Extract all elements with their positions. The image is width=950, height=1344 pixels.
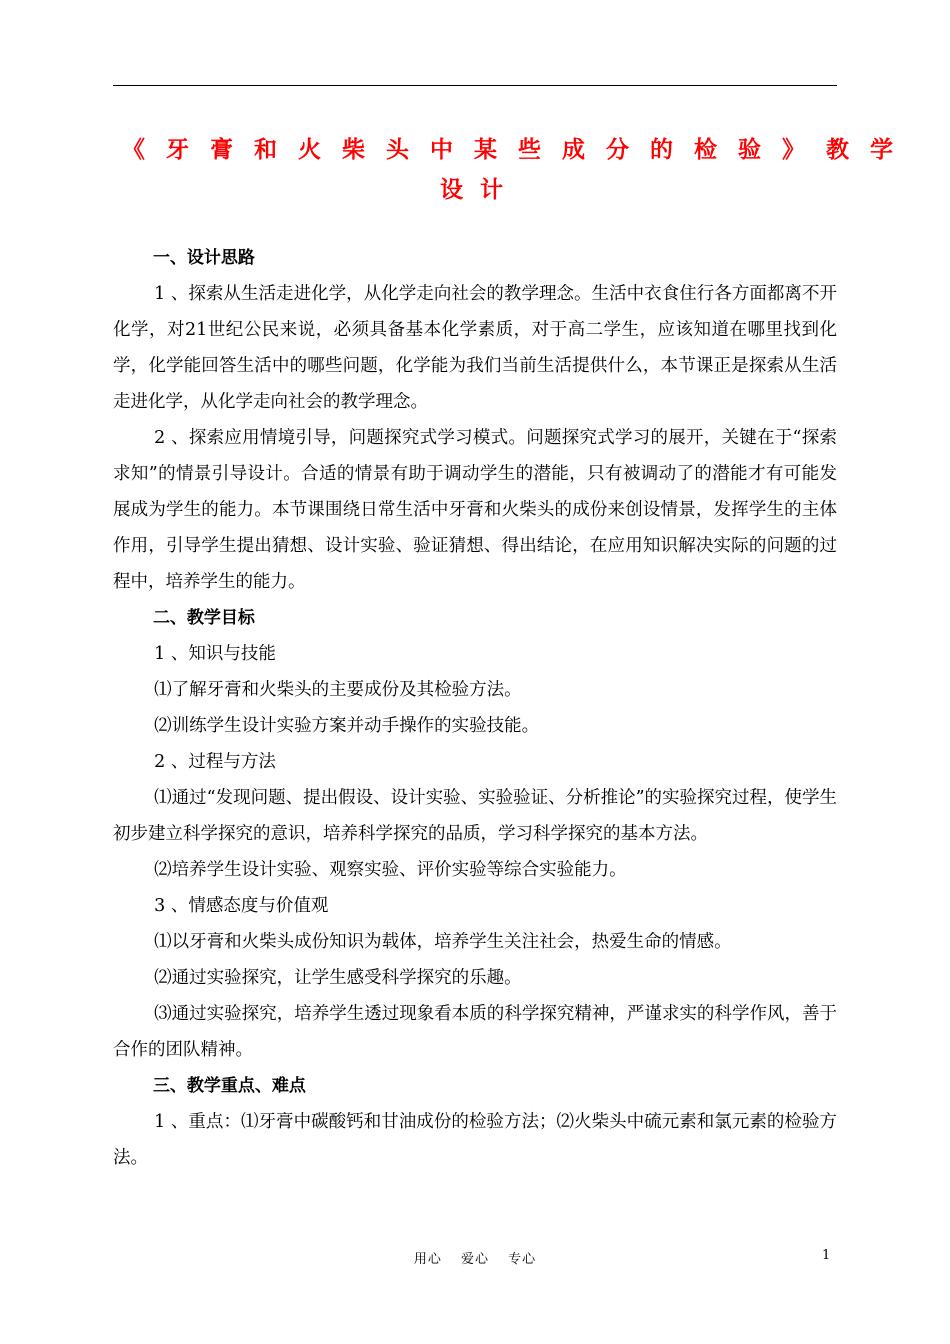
paragraph: 1 、重点：⑴牙膏中碳酸钙和甘油成份的检验方法；⑵火柴头中硫元素和氯元素的检验方法。: [113, 1112, 837, 1168]
document-body: [113, 240, 837, 1176]
list-item: ⑴以牙膏和火柴头成份知识为载体，培养学生关注社会，热爱生命的情感。: [154, 932, 732, 952]
paragraph: 2 、探索应用情境引导，问题探究式学习模式。问题探究式学习的展开，关键在于“探索求知”的情景引导设计。合适的情景有助于调动学生的潜能，只有被调动了的潜能才有可能发展成为学生的能力。本节课围绕日常生活中牙膏和火柴头的成份来创设情景，发挥学生的主体作用，引导学生提出猜想、设计实验、验证猜想、得出结论，在应用知识解决实际的问题的过程中，培养学生的能力。: [113, 428, 837, 592]
section-heading: 二、教学目标: [152, 608, 255, 628]
header-rule: [113, 85, 837, 86]
footer-motto: 用心 爱心 专心: [413, 1252, 537, 1267]
section-heading: 三、教学重点、难点: [152, 1076, 306, 1096]
title-line-1: 《牙膏和火柴头中某些成分的检验》教学: [122, 137, 914, 163]
list-item: ⑴了解牙膏和火柴头的主要成份及其检验方法。: [154, 680, 522, 700]
subheading: 1 、知识与技能: [154, 644, 276, 664]
paragraph: 1 、探索从生活走进化学，从化学走向社会的教学理念。生活中衣食住行各方面都离不开化学，对21世纪公民来说，必须具备基本化学素质，对于高二学生，应该知道在哪里找到化学，化学能回答生活中的哪些问题，化学能为我们当前生活提供什么，本节课正是探索从生活走进化学，从化学走向社会的教学理念。: [113, 284, 837, 412]
list-item: ⑴通过“发现问题、提出假设、设计实验、实验验证、分析推论”的实验探究过程，使学生初步建立科学探究的意识，培养科学探究的品质，学习科学探究的基本方法。: [113, 788, 838, 844]
list-item: ⑵通过实验探究，让学生感受科学探究的乐趣。: [154, 968, 522, 988]
title-line-2: 设计: [440, 177, 520, 203]
subheading: 2 、过程与方法: [154, 752, 276, 772]
list-item: ⑵训练学生设计实验方案并动手操作的实验技能。: [154, 716, 540, 736]
list-item: ⑵培养学生设计实验、观察实验、评价实验等综合实验能力。: [154, 860, 627, 880]
document-title: [113, 130, 914, 210]
section-heading: 一、设计思路: [152, 248, 255, 268]
list-item: ⑶通过实验探究，培养学生透过现象看本质的科学探究精神，严谨求实的科学作风，善于合作的团队精神。: [113, 1004, 837, 1060]
page-number: 1: [822, 1248, 831, 1263]
subheading: 3 、情感态度与价值观: [154, 896, 329, 916]
